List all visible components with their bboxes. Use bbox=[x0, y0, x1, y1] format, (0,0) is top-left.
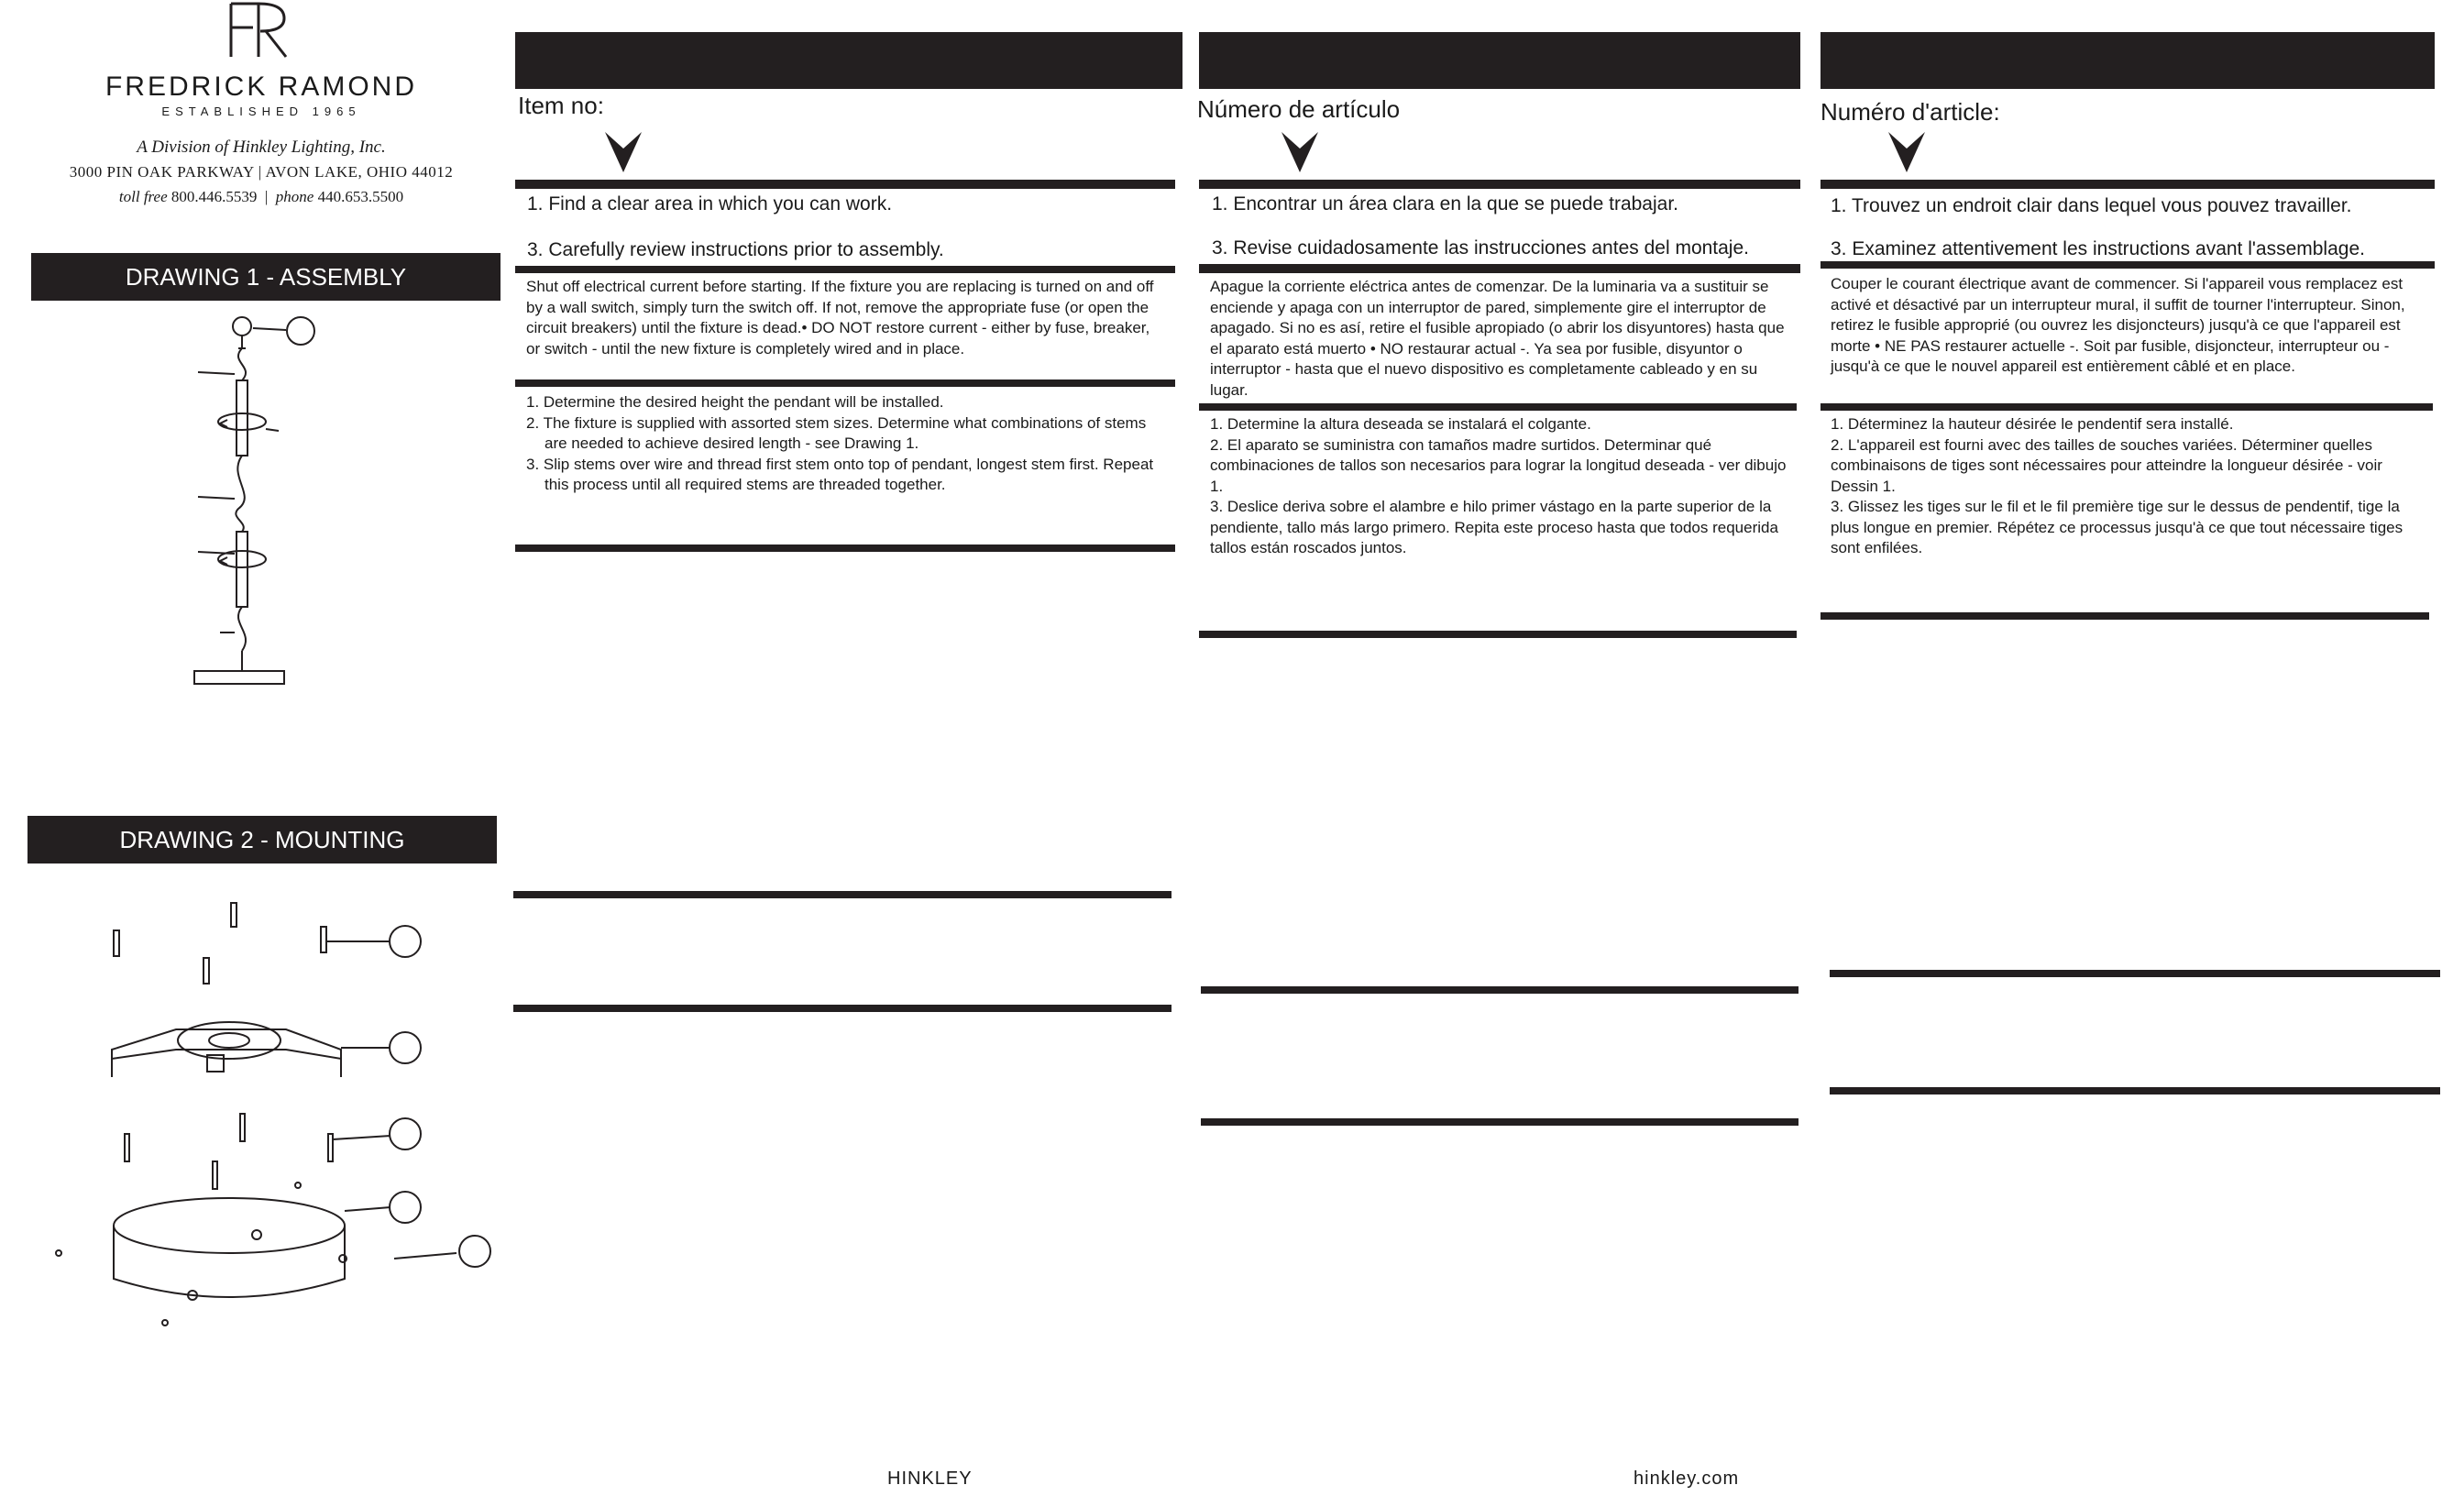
spanish-instruction-3: 3. Deslice deriva sobre el alambre e hilo primer vástago en la parte superior de la pendiente, tallo más largo primero. Repita este proceso hasta que todos requerida tallos están roscados juntos. bbox=[1210, 498, 1778, 556]
brand-division: A Division of Hinkley Lighting, Inc. bbox=[137, 138, 386, 157]
footer-website[interactable]: hinkley.com bbox=[1634, 1468, 1740, 1489]
tollfree-number: 800.446.5539 bbox=[170, 188, 258, 205]
brand-phone-line: toll free 800.446.5539 | phone 440.653.5500 bbox=[118, 188, 404, 205]
french-instruction-2: 2. L'appareil est fourni avec des tailles de souches variées. Déterminer quelles combinaisons de tiges sont nécessaires pour atteindre la longueur désirée - voir Dessin 1. bbox=[1831, 435, 2382, 495]
english-step-1: 1. Find a clear area in which you can work. bbox=[527, 193, 893, 214]
english-instruction-2: 2. The fixture is supplied with assorted stem sizes. Determine what combinations of stems are needed to achieve desired length - see Drawing 1. bbox=[526, 413, 1147, 452]
french-instruction-3: 3. Glissez les tiges sur le fil et le fil première tige sur le dessus de pendentif, tige la plus longue en premier. Répétez ce processus jusqu'à ce que tout nécessaire tiges sont enfilées. bbox=[1831, 498, 2404, 556]
english-item-label: Item no: bbox=[518, 92, 604, 119]
spanish-instruction-1: 1. Determine la altura deseada se instalará el colgante. bbox=[1210, 415, 1591, 433]
mounting-drawing bbox=[46, 894, 504, 1334]
english-instructions bbox=[526, 392, 1168, 496]
footer-brand: HINKLEY bbox=[887, 1468, 973, 1489]
french-step-1: 1. Trouvez un endroit clair dans lequel vous pouvez travailler. bbox=[1831, 195, 2352, 216]
french-warning: Couper le courant électrique avant de commencer. Si l'appareil vous remplacez est activé et désactivé par un interrupteur mural, il suffit de tourner l'interrupteur. Sinon, retirez le fusible approprié (ou ouvrez les disjoncteurs) jusqu'à ce que l'appareil est morte • NE PAS restaurer actuelle -. Soit par fusible, disjoncteur, interrupteur ou - jusqu'à ce que le nouvel appareil est entièrement câblé et en place. bbox=[1831, 275, 2405, 375]
english-warning: Shut off electrical current before starting. If the fixture you are replacing is turned on and off by a wall switch, simply turn the switch off. If not, remove the appropriate fuse (or open the circuit breakers) until the fixture is dead.• DO NOT restore current - either by fuse, breaker, or switch - until the new fixture is completely wired and in place. bbox=[526, 278, 1154, 358]
spanish-header-bar bbox=[1199, 32, 1800, 89]
fr-monogram-logo bbox=[218, 0, 301, 60]
spanish-instruction-2: 2. El aparato se suministra con tamaños madre surtidos. Determinar qué combinaciones de tallos son necesarios para lograr la longitud deseada - ver dibujo 1. bbox=[1210, 435, 1787, 495]
phone-label: phone bbox=[275, 188, 314, 205]
spanish-step-1: 1. Encontrar un área clara en la que se puede trabajar. bbox=[1212, 193, 1679, 214]
drawing-2-banner: DRAWING 2 - MOUNTING bbox=[28, 816, 497, 864]
spanish-instructions bbox=[1210, 414, 1793, 559]
phone-number: 440.653.5500 bbox=[317, 188, 404, 205]
french-instructions bbox=[1831, 414, 2426, 559]
english-instruction-3: 3. Slip stems over wire and thread first stem onto top of pendant, longest stem first. Repeat this process until all required stems are threaded together. bbox=[526, 455, 1154, 493]
brand-name: FREDRICK RAMOND bbox=[104, 72, 417, 102]
spanish-warning: Apague la corriente eléctrica antes de comenzar. De la luminaria va a sustituir se enciende y apaga con un interruptor de pared, simplemente gire el interruptor de apagado. Si no es así, retire el fusible apropiado (o abrir los disyuntores) hasta que el aparato está muerto • NO restaurar actual -. Ya sea por fusible, disyuntor o interruptor - hasta que el nuevo dispositivo es completamente cableado y en su lugar. bbox=[1210, 278, 1785, 399]
brand-established: ESTABLISHED 1965 bbox=[161, 104, 361, 118]
english-chevron-down-icon bbox=[605, 132, 642, 177]
english-instruction-1: 1. Determine the desired height the pendant will be installed. bbox=[526, 393, 944, 411]
brand-address: 3000 PIN OAK PARKWAY | AVON LAKE, OHIO 44012 bbox=[69, 163, 454, 181]
spanish-step-3: 3. Revise cuidadosamente las instrucciones antes del montaje. bbox=[1212, 237, 1749, 258]
english-header-bar bbox=[515, 32, 1182, 89]
french-header-bar bbox=[1820, 32, 2435, 89]
french-chevron-down-icon bbox=[1888, 132, 1925, 177]
french-instruction-1: 1. Déterminez la hauteur désirée le pendentif sera installé. bbox=[1831, 415, 2234, 433]
drawing-1-banner: DRAWING 1 - ASSEMBLY bbox=[31, 253, 500, 301]
english-step-3: 3. Carefully review instructions prior to assembly. bbox=[527, 239, 944, 260]
spanish-chevron-down-icon bbox=[1282, 132, 1318, 177]
spanish-item-label: Número de artículo bbox=[1197, 95, 1401, 123]
french-step-3: 3. Examinez attentivement les instructions avant l'assemblage. bbox=[1831, 238, 2365, 259]
french-item-label: Numéro d'article: bbox=[1820, 98, 2000, 126]
assembly-drawing bbox=[183, 312, 348, 697]
tollfree-label: toll free bbox=[118, 188, 168, 205]
